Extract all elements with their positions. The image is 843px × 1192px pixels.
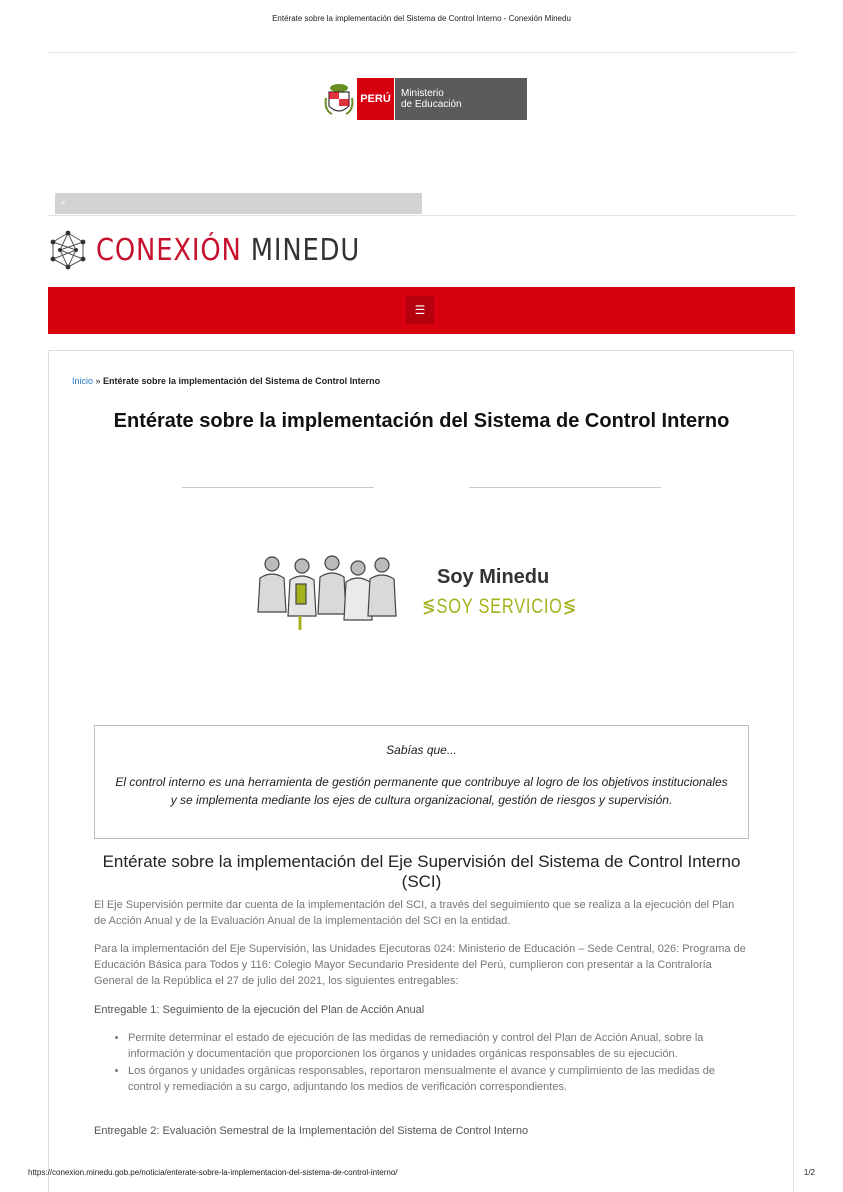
title-divider-right <box>469 487 661 488</box>
ministry-label <box>394 78 527 120</box>
network-icon <box>48 230 88 270</box>
breadcrumb-current: Entérate sobre la implementación del Sistema de Control Interno <box>103 376 381 386</box>
top-divider <box>48 215 795 216</box>
paragraph-2: Para la implementación del Eje Supervisión, las Unidades Ejecutoras 024: Ministerio de Educación – Sede Central, 026: Programa de Educación Básica para Todos y 116: Colegio Mayor Secundario Presidente del Perú, cumplieron con presentar a la Contraloría General de la República el 27 de julio del 2021, los siguientes entregables: <box>94 943 746 987</box>
hamburger-icon: ☰ <box>414 303 426 317</box>
gov-logo[interactable] <box>321 78 527 120</box>
breadcrumb <box>72 376 380 386</box>
breadcrumb-separator: » <box>93 376 104 386</box>
hero-line-2: ≶SOY SERVICIO≶ <box>422 595 578 618</box>
list-item: • Permite determinar el estado de ejecución de las medidas de remediación y control del Plan de Acción Anual, sobre la información y documentación que proporcionen los órganos y unidades orgánicas responsables de su ejecución. <box>128 1030 749 1062</box>
did-you-know-text: El control interno es una herramienta de gestión permanente que contribuye al logro de los objetivos institucionales y se implementa mediante los ejes de cultura organizacional, gestión de riesgos y supervisión. <box>115 775 728 807</box>
hero-banner <box>254 550 599 632</box>
site-name-word-2: MINEDU <box>250 232 361 268</box>
deliverable-2-heading: Entregable 2: Evaluación Semestral de la Implementación del Sistema de Control Interno <box>94 1125 529 1137</box>
print-header-title: Entérate sobre la implementación del Sistema de Control Interno - Conexión Minedu <box>272 14 571 23</box>
hero-line-1: Soy Minedu <box>437 566 550 588</box>
section-title: Entérate sobre la implementación del Eje Supervisión del Sistema de Control Interno (SCI) <box>102 852 741 891</box>
search-icon: ⌕ <box>61 197 67 207</box>
deliverable-1-heading: Entregable 1: Seguimiento de la ejecución del Plan de Acción Anual <box>94 1004 425 1016</box>
site-name <box>96 233 360 268</box>
breadcrumb-home-link[interactable]: Inicio <box>72 376 94 386</box>
menu-toggle-button[interactable] <box>406 296 434 324</box>
team-illustration <box>254 550 404 632</box>
ministry-line-2: de Educación <box>401 99 462 110</box>
paragraph-1: El Eje Supervisión permite dar cuenta de la implementación del SCI, a través del seguimiento que se realiza a la ejecución del Plan de Acción Anual y de la Evaluación Anual de la implementación del SCI en la entidad. <box>94 899 735 927</box>
did-you-know-heading: Sabías que... <box>386 743 457 757</box>
ministry-line-1: Ministerio <box>401 88 444 99</box>
title-divider-left <box>182 487 374 488</box>
list-item: • Los órganos y unidades orgánicas responsables, reportaron mensualmente el avance y cumplimiento de las medidas de control y remediación a su cargo, adjuntando los medios de verificación correspondientes. <box>128 1063 749 1095</box>
header-divider <box>48 52 795 53</box>
peru-label: PERÚ <box>357 78 394 120</box>
coat-of-arms-icon <box>321 78 357 120</box>
main-nav-bar <box>48 287 795 334</box>
search-bar[interactable] <box>55 193 422 214</box>
print-footer-url: https://conexion.minedu.gob.pe/noticia/enterate-sobre-la-implementacion-del-sistema-de-control-interno/ <box>28 1168 398 1177</box>
site-logo[interactable] <box>48 230 403 270</box>
print-footer-page-number: 1/2 <box>803 1168 815 1177</box>
page-title: Entérate sobre la implementación del Sistema de Control Interno <box>113 410 730 432</box>
site-name-word-1: CONEXIÓN <box>96 232 242 268</box>
did-you-know-box <box>94 725 749 839</box>
deliverable-1-list <box>94 1030 749 1096</box>
